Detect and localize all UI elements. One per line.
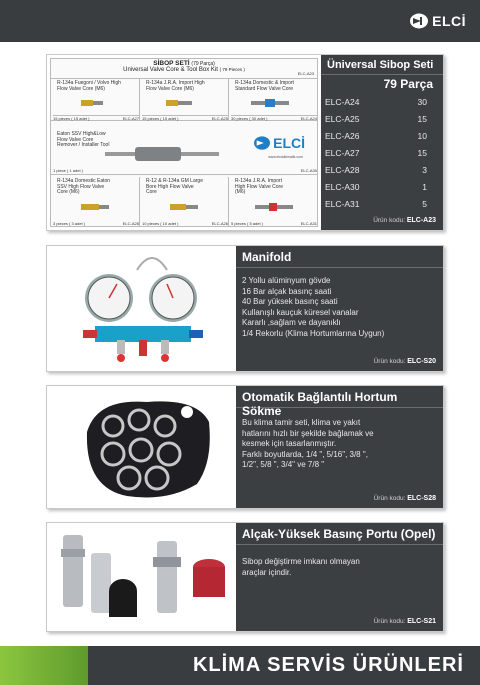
product-description bbox=[242, 418, 374, 471]
valve-cell-label: R-134a Domestic & Import Standard Flow Valve Core bbox=[235, 80, 294, 92]
tool-code: ELC-A30 bbox=[300, 168, 317, 173]
valve-cell-code: ELC-A27 bbox=[122, 116, 139, 121]
product-code-value: ELC-S21 bbox=[407, 618, 436, 625]
part-code: ELC-A25 bbox=[325, 113, 360, 124]
valve-cell-code: ELC-A26 bbox=[211, 221, 228, 226]
valve-cell-label: R-134a Domestic Eaton SSV High Flow Valve Core (M6) bbox=[57, 178, 111, 195]
valve-cell-label: R-134a J.R.A. Import High Flow Valve Core (M6) bbox=[146, 80, 205, 92]
valve-core-icon bbox=[81, 201, 111, 213]
parts-table bbox=[325, 93, 427, 212]
box-title: SİBOP SETİ bbox=[153, 60, 190, 67]
product-code bbox=[374, 495, 436, 502]
valve-cell-label: R-134a J.R.A. Import High Flow Valve Core (M6) bbox=[235, 178, 283, 195]
table-row bbox=[325, 127, 427, 144]
part-qty: 15 bbox=[417, 147, 427, 158]
valve-core-icon bbox=[255, 201, 295, 213]
box-subtitle: Universal Valve Core & Tool Box Kit bbox=[123, 67, 218, 73]
valve-cell-foot: 5 pieces ( 5 adet ) bbox=[231, 221, 264, 226]
valve-kit-box-image bbox=[50, 58, 318, 227]
valve-cell-code: ELC-A28 bbox=[122, 221, 139, 226]
top-bar bbox=[0, 0, 480, 42]
product-description bbox=[242, 276, 384, 339]
product-title: Manifold bbox=[236, 246, 443, 268]
valve-cell-label: R-134a Fuegoni / Volvo High Flow Valve Core (M6) bbox=[57, 80, 121, 92]
valve-core-icon bbox=[166, 97, 196, 109]
tool-brand-text: ELCİ bbox=[273, 135, 305, 151]
part-qty: 1 bbox=[422, 181, 427, 192]
description-line: Kullanışlı kauçuk küresel vanalar bbox=[242, 307, 359, 317]
product-code-value: ELC-S20 bbox=[407, 358, 436, 365]
product-code bbox=[373, 217, 436, 224]
valve-cell-code: ELC-A31 bbox=[300, 221, 317, 226]
description-line: 1/2", 5/8 ", 3/4" ve 7/8 " bbox=[242, 460, 325, 469]
valve-cell-code: ELC-A25 bbox=[211, 116, 228, 121]
valve-cell bbox=[51, 79, 140, 120]
product-code-label: Ürün kodu: bbox=[373, 217, 405, 224]
product-subtitle: 79 Parça bbox=[383, 77, 433, 91]
part-qty: 30 bbox=[417, 96, 427, 107]
table-row bbox=[325, 93, 427, 110]
tool-label: Eaton SSV High&Low Flow Valve Core Remover / Installer Tool bbox=[57, 131, 110, 148]
description-line: Bu klima tamir seti, klima ve yakıt bbox=[242, 418, 361, 427]
valve-cell bbox=[140, 177, 229, 226]
brand-logo bbox=[409, 12, 466, 30]
valve-cell-foot: 30 pieces ( 30 adet ) bbox=[231, 116, 268, 121]
description-line: 16 Bar alçak basınç saati bbox=[242, 286, 332, 296]
box-code: ELC-A23 bbox=[297, 71, 314, 76]
footer-accent bbox=[0, 646, 88, 685]
valve-cell-foot: 15 pieces ( 15 adet ) bbox=[142, 116, 179, 121]
product-code-label: Ürün kodu: bbox=[373, 495, 406, 502]
valve-cell-code: ELC-A24 bbox=[300, 116, 317, 121]
valve-cell-foot: 10 pieces ( 10 adet ) bbox=[142, 221, 179, 226]
box-title-note: (79 Parça) bbox=[191, 61, 215, 67]
description-line: kesmek için tasarlanmıştır. bbox=[242, 439, 337, 448]
description-line: Sibop değiştirme imkanı olmayan bbox=[242, 557, 360, 566]
part-code: ELC-A28 bbox=[325, 164, 360, 175]
table-row bbox=[325, 178, 427, 195]
valve-core-icon bbox=[170, 201, 200, 213]
description-line: 1/4 Rekorlu (Klima Hortumlarına Uygun) bbox=[242, 328, 385, 338]
table-row bbox=[325, 144, 427, 161]
part-qty: 10 bbox=[417, 130, 427, 141]
table-row bbox=[325, 161, 427, 178]
tool-foot: 1 piece ( 1 adet ) bbox=[53, 168, 84, 173]
product-info-panel bbox=[236, 523, 443, 631]
product-card-manifold bbox=[46, 245, 444, 372]
part-code: ELC-A24 bbox=[325, 96, 360, 107]
product-code-label: Ürün kodu: bbox=[373, 618, 406, 625]
product-code bbox=[374, 618, 436, 625]
table-row bbox=[325, 195, 427, 212]
valve-cell bbox=[229, 79, 317, 120]
valve-core-icon bbox=[81, 97, 105, 109]
valve-cell-label: R-12 & R-134a GM Large Bore High Flow Valve Core bbox=[146, 178, 203, 195]
description-line: araçlar içindir. bbox=[242, 567, 292, 577]
description-line: Farklı boyutlarda, 1/4 ", 5/16", 3/8 ", bbox=[242, 449, 368, 459]
product-description bbox=[242, 557, 360, 578]
part-code: ELC-A31 bbox=[325, 198, 360, 209]
description-line: 2 Yollu alüminyum gövde bbox=[242, 276, 331, 285]
product-code-value: ELC-A23 bbox=[406, 217, 436, 224]
product-code bbox=[374, 358, 436, 365]
description-line: Kararlı ,sağlam ve dayanıklı bbox=[242, 318, 341, 327]
part-code: ELC-A26 bbox=[325, 130, 360, 141]
valve-cell bbox=[140, 79, 229, 120]
tool-url: www.elciaklimatik.com bbox=[268, 155, 303, 159]
product-info-panel bbox=[236, 386, 443, 508]
product-card-pressure-port bbox=[46, 522, 444, 632]
product-title: Alçak-Yüksek Basınç Portu (Opel) bbox=[236, 523, 443, 545]
pressure-port-image bbox=[57, 531, 233, 627]
part-qty: 15 bbox=[417, 113, 427, 124]
valve-cell-foot: 15 pieces ( 15 adet ) bbox=[53, 116, 90, 121]
product-code-value: ELC-S28 bbox=[407, 495, 436, 502]
description-line: hatlarını hızlı bir şekilde bağlamak ve bbox=[242, 428, 374, 438]
product-title: Otomatik Bağlantılı Hortum Sökme bbox=[236, 386, 443, 408]
logo-text: ELCİ bbox=[432, 13, 466, 29]
part-qty: 5 bbox=[422, 198, 427, 209]
valve-tool-icon bbox=[105, 143, 221, 165]
part-code: ELC-A30 bbox=[325, 181, 360, 192]
valve-cell bbox=[229, 177, 317, 226]
product-card-sibop bbox=[46, 54, 444, 231]
product-info-panel bbox=[321, 55, 443, 230]
hose-disconnect-tool-image bbox=[77, 392, 217, 504]
footer-bar bbox=[0, 646, 480, 685]
product-info-panel bbox=[236, 246, 443, 371]
part-qty: 3 bbox=[422, 164, 427, 175]
tool-row bbox=[51, 129, 317, 175]
part-code: ELC-A27 bbox=[325, 147, 360, 158]
elci-logo-icon bbox=[409, 12, 429, 30]
tool-brand bbox=[253, 135, 305, 151]
valve-cell bbox=[51, 177, 140, 226]
product-title: Üniversal Sibop Seti bbox=[321, 55, 443, 75]
product-code-label: Ürün kodu: bbox=[373, 358, 406, 365]
valve-core-icon bbox=[251, 97, 291, 109]
description-line: 40 Bar yüksek basınç saati bbox=[242, 297, 338, 306]
box-subtitle-note: ( 79 Pieces ) bbox=[219, 67, 245, 72]
footer-title: KLİMA SERVİS ÜRÜNLERİ bbox=[192, 654, 464, 676]
manifold-gauge-image bbox=[77, 250, 207, 368]
valve-cell-foot: 3 pieces ( 3 adet ) bbox=[53, 221, 86, 226]
elci-logo-icon bbox=[253, 135, 271, 151]
product-card-hose-disconnect bbox=[46, 385, 444, 509]
table-row bbox=[325, 110, 427, 127]
